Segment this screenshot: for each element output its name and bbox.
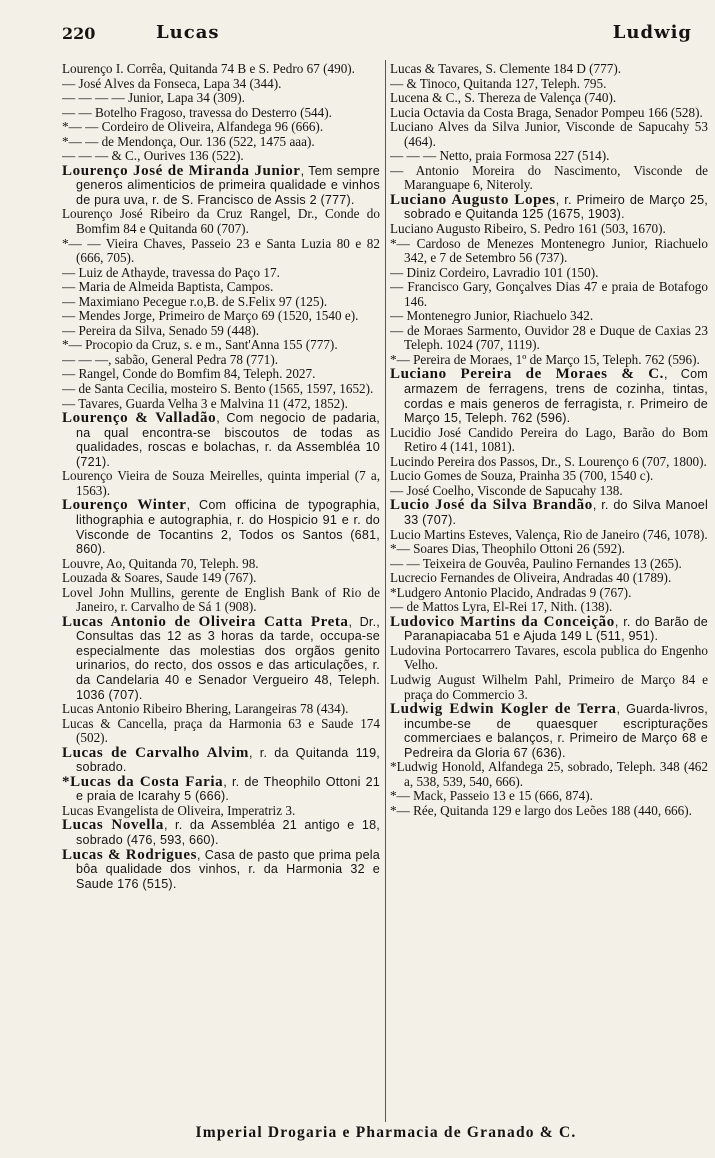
entry-text: *Ludwig Honold, Alfandega 25, sobrado, Teleph. 348 (462 a, 538, 539, 540, 666). [390, 759, 708, 789]
entry-heading: Luciano Pereira de Moraes & C. [390, 366, 664, 383]
directory-entry [62, 353, 380, 368]
entry-text: Lucas Evangelista de Oliveira, Imperatriz 3. [62, 802, 296, 818]
directory-entry [390, 106, 708, 121]
directory-entry [390, 557, 708, 572]
directory-entry [390, 77, 708, 92]
directory-entry [390, 789, 708, 804]
directory-entry [390, 324, 708, 353]
entry-text: Luciano Alves da Silva Junior, Visconde de Sapucahy 53 (464). [390, 119, 708, 149]
entry-text: — — — Netto, praia Formosa 227 (514). [390, 148, 610, 164]
entry-text: *— — Cordeiro de Oliveira, Alfandega 96 (666). [62, 119, 324, 135]
directory-entry [390, 120, 708, 149]
directory-entry [390, 237, 708, 266]
directory-entry [390, 353, 708, 368]
entry-text: Louzada & Soares, Saude 149 (767). [62, 570, 257, 586]
directory-entry [390, 164, 708, 193]
entry-text: , Casa de pasto que prima pela bôa qualidade dos vinhos, r. da Harmonia 32 e Saude 176 (515). [76, 847, 380, 891]
entry-text: — Pereira da Silva, Senado 59 (448). [62, 322, 260, 338]
entry-text: Lucena & C., S. Thereza de Valença (740). [390, 90, 617, 106]
entry-text: *— — de Mendonça, Our. 136 (522, 1475 aaa). [62, 133, 315, 149]
entry-heading: *Lucas da Costa Faria [62, 773, 224, 790]
directory-entry [390, 484, 708, 499]
directory-entry [62, 266, 380, 281]
directory-entry [62, 120, 380, 135]
featured-entry [62, 615, 380, 702]
directory-entry [390, 804, 708, 819]
entry-text: Louvre, Ao, Quitanda 70, Teleph. 98. [62, 555, 259, 571]
entry-text: Lucas & Tavares, S. Clemente 184 D (777). [390, 62, 622, 76]
entry-text: — — — & C., Ourives 136 (522). [62, 148, 244, 164]
directory-entry [62, 804, 380, 819]
entry-text: — Diniz Cordeiro, Lavradio 101 (150). [390, 264, 599, 280]
entry-text: , r. do Barão de Paranapiacaba 51 e Ajuda 149 L (511, 951). [404, 614, 708, 644]
directory-entry [62, 397, 380, 412]
entry-text: Lucrecio Fernandes de Oliveira, Andradas 40 (1789). [390, 570, 672, 586]
entry-text: — Rangel, Conde do Bomfim 84, Teleph. 2027. [62, 366, 316, 382]
directory-entry [390, 266, 708, 281]
entry-text: — — Teixeira de Gouvêa, Paulino Fernandes 13 (265). [390, 555, 682, 571]
directory-entry [62, 149, 380, 164]
entry-text: Lucas Antonio Ribeiro Bhering, Larangeiras 78 (434). [62, 701, 349, 717]
entry-text: — & Tinoco, Quitanda 127, Teleph. 795. [390, 75, 607, 91]
entry-heading: Ludovico Martins da Conceição [390, 613, 615, 630]
entry-text: , Com officina de typographia, lithographia e autographia, r. do Hospicio 91 e r. do Visconde de Tocantins 2, Todos os Santos (681, 860). [76, 498, 380, 557]
entry-heading: Ludwig Edwin Kogler de Terra [390, 701, 617, 718]
entry-text: Lovel John Mullins, gerente de English Bank of Rio de Janeiro, r. Carvalho de Sá 1 (908). [62, 584, 380, 615]
entry-text: — — —, sabão, General Pedra 78 (771). [62, 351, 279, 367]
entry-text: , r. Primeiro de Março 25, sobrado e Quitanda 125 (1675, 1903). [404, 192, 708, 222]
featured-entry [62, 775, 380, 804]
directory-entry [390, 760, 708, 789]
left-running-head: Lucas [156, 22, 220, 43]
directory-entry [390, 280, 708, 309]
directory-entry [62, 91, 380, 106]
directory-entry [62, 77, 380, 92]
entry-heading: Lucas Novella [62, 817, 164, 834]
entry-text: — José Alves da Fonseca, Lapa 34 (344). [62, 75, 282, 91]
page-header [62, 24, 710, 52]
entry-text: Lucio Martins Esteves, Valença, Rio de Janeiro (746, 1078). [390, 526, 708, 542]
entry-text: — de Moraes Sarmento, Ouvidor 28 e Duque de Caxias 23 Teleph. 1024 (707, 1119). [390, 322, 708, 353]
entry-text: , Dr., Consultas das 12 as 3 horas da tarde, occupa-se especialmente das molestias dos orgãos genito urinarios, do recto, dos ossos e das articulações, r. da Candelaria 40 e Senador Vergueiro 48, Teleph. 1036 (707). [76, 614, 380, 702]
entry-text: , Guarda-livros, incumbe-se de quaesquer escripturações commerciaes e balanços, r. Primeiro de Março 68 e Pedreira da Gloria 67 (636). [404, 702, 708, 760]
featured-entry [62, 498, 380, 556]
entry-text: , r. do Silva Manoel 33 (707). [404, 498, 708, 527]
directory-entry [390, 91, 708, 106]
directory-entry [390, 455, 708, 470]
entry-text: Luciano Augusto Ribeiro, S. Pedro 161 (503, 1670). [390, 221, 666, 237]
directory-entry [390, 644, 708, 673]
right-running-head: Ludwig [612, 22, 692, 43]
directory-entry [390, 528, 708, 543]
entry-text: Lucas & Cancella, praça da Harmonia 63 e Saude 174 (502). [62, 715, 380, 746]
directory-entry [390, 571, 708, 586]
entry-text: Lourenço I. Corrêa, Quitanda 74 B e S. Pedro 67 (490). [62, 62, 355, 76]
entry-text: — Montenegro Junior, Riachuelo 342. [390, 308, 594, 324]
featured-entry [390, 702, 708, 760]
directory-entry [62, 62, 380, 77]
entry-text: , Com armazem de ferragens, trens de cozinha, tintas, cordas e mais generos de ferragista, r. Primeiro de Março 15, Teleph. 762 (596). [404, 367, 708, 426]
directory-entry [62, 237, 380, 266]
page-number: 220 [62, 24, 96, 43]
directory-entry [62, 557, 380, 572]
entry-text: *— Mack, Passeio 13 e 15 (666, 874). [390, 788, 593, 804]
right-column [390, 62, 708, 1122]
directory-entry [390, 600, 708, 615]
entry-heading: Luciano Augusto Lopes [390, 191, 556, 208]
entry-heading: Lourenço & Valladão [62, 410, 217, 427]
entry-heading: Lourenço Winter [62, 497, 187, 514]
entry-text: , Tem sempre generos alimenticios de primeira qualidade e vinhos de pura uva, r. de S. Francisco de Assis 2 (777). [76, 163, 380, 207]
directory-entry [62, 586, 380, 615]
directory-entry [62, 280, 380, 295]
directory-entry [62, 309, 380, 324]
featured-entry [390, 367, 708, 425]
sidebar-advertisement [18, 40, 48, 1120]
entry-text: Lourenço Vieira de Souza Meirelles, quinta imperial (7 a, 1563). [62, 468, 380, 498]
entry-heading: Lucas de Carvalho Alvim [62, 744, 249, 761]
entry-heading: Lucio José da Silva Brandão [390, 497, 593, 514]
directory-entry [62, 135, 380, 150]
column-divider [385, 60, 386, 1122]
entry-heading: Lourenço José de Miranda Junior [62, 162, 301, 179]
directory-entry [390, 309, 708, 324]
entry-text: , Com negocio de padaria, na qual encontra-se biscoutos de todas as qualidades, roscas e bolachas, r. da Assembléa 10 (721). [76, 411, 380, 469]
entry-text: — — Botelho Fragoso, travessa do Desterro (544). [62, 104, 332, 120]
directory-entry [62, 207, 380, 236]
entry-text: *— Pereira de Moraes, 1º de Março 15, Teleph. 762 (596). [390, 351, 700, 367]
footer-advertisement: Imperial Drogaria e Pharmacia de Granado & C. [195, 1124, 577, 1141]
directory-entry [390, 469, 708, 484]
entry-text: Lourenço José Ribeiro da Cruz Rangel, Dr., Conde do Bomfim 84 e Quitanda 60 (707). [62, 206, 380, 237]
featured-entry [390, 193, 708, 222]
left-column [62, 62, 380, 1122]
featured-entry [62, 164, 380, 208]
entry-text: — Luiz de Athayde, travessa do Paço 17. [62, 264, 280, 280]
entry-text: — Francisco Gary, Gonçalves Dias 47 e praia de Botafogo 146. [390, 279, 708, 309]
entry-text: — Tavares, Guarda Velha 3 e Malvina 11 (472, 1852). [62, 395, 348, 411]
directory-entry [62, 469, 380, 498]
featured-entry [390, 498, 708, 527]
entry-text: *— Soares Dias, Theophilo Ottoni 26 (592). [390, 541, 625, 557]
entry-text: Lucia Octavia da Costa Braga, Senador Pompeu 166 (528). [390, 104, 703, 120]
directory-entry [390, 673, 708, 702]
directory-entry [62, 338, 380, 353]
entry-text: — Maria de Almeida Baptista, Campos. [62, 279, 274, 295]
featured-entry [62, 746, 380, 775]
directory-entry [390, 426, 708, 455]
directory-entry [390, 62, 708, 77]
directory-entry [390, 222, 708, 237]
entry-text: *— Rée, Quitanda 129 e largo dos Leões 188 (440, 666). [390, 802, 692, 818]
entry-text: Ludwig August Wilhelm Pahl, Primeiro de Março 84 e praça do Commercio 3. [390, 671, 708, 702]
entry-text: — José Coelho, Visconde de Sapucahy 138. [390, 482, 623, 498]
directory-entry [62, 324, 380, 339]
entry-text: — Antonio Moreira do Nascimento, Visconde de Maranguape 6, Niteroly. [390, 162, 708, 193]
entry-heading: Lucas Antonio de Oliveira Catta Preta [62, 613, 349, 630]
directory-entry [62, 106, 380, 121]
entry-text: Lucindo Pereira dos Passos, Dr., S. Lourenço 6 (707, 1800). [390, 453, 707, 469]
featured-entry [62, 411, 380, 469]
entry-text: *Ludgero Antonio Placido, Andradas 9 (767). [390, 584, 632, 600]
directory-entry [62, 367, 380, 382]
directory-entry [390, 586, 708, 601]
entry-heading: Lucas & Rodrigues [62, 846, 198, 863]
entry-text: — de Santa Cecilia, mosteiro S. Bento (1565, 1597, 1652). [62, 381, 374, 397]
entry-text: Lucio Gomes de Souza, Prainha 35 (700, 1540 c). [390, 468, 654, 484]
directory-entry [62, 295, 380, 310]
entry-text: — Maximiano Pecegue r.o,B. de S.Felix 97 (125). [62, 293, 328, 309]
directory-entry [62, 717, 380, 746]
entry-text: — Mendes Jorge, Primeiro de Março 69 (1520, 1540 e). [62, 308, 359, 324]
directory-entry [390, 542, 708, 557]
directory-entry [390, 149, 708, 164]
entry-text: *— — Vieira Chaves, Passeio 23 e Santa Luzia 80 e 82 (666, 705). [62, 235, 380, 266]
entry-text: Lucidio José Candido Pereira do Lago, Barão do Bom Retiro 4 (141, 1081). [390, 424, 708, 455]
directory-entry [62, 382, 380, 397]
entry-text: , r. da Assembléa 21 antigo e 18, sobrado (476, 593, 660). [76, 818, 380, 847]
entry-text: *— Cardoso de Menezes Montenegro Junior, Riachuelo 342, e 7 de Setembro 56 (737). [390, 235, 708, 266]
entry-text: , r. da Quitanda 119, sobrado. [76, 745, 380, 775]
featured-entry [62, 818, 380, 847]
featured-entry [390, 615, 708, 644]
sidebar-ad-text [21, 40, 48, 1120]
entry-text: , r. de Theophilo Ottoni 21 e praia de Icarahy 5 (666). [76, 774, 380, 804]
entry-text: Ludovina Portocarrero Tavares, escola publica do Engenho Velho. [390, 642, 708, 673]
entry-text: — — — — Junior, Lapa 34 (309). [62, 90, 245, 106]
directory-entry [62, 702, 380, 717]
directory-entry [62, 571, 380, 586]
featured-entry [62, 848, 380, 892]
entry-text: — de Mattos Lyra, El-Rei 17, Nith. (138). [390, 599, 613, 615]
entry-text: *— Procopio da Cruz, s. e m., Sant'Anna 155 (777). [62, 337, 338, 353]
